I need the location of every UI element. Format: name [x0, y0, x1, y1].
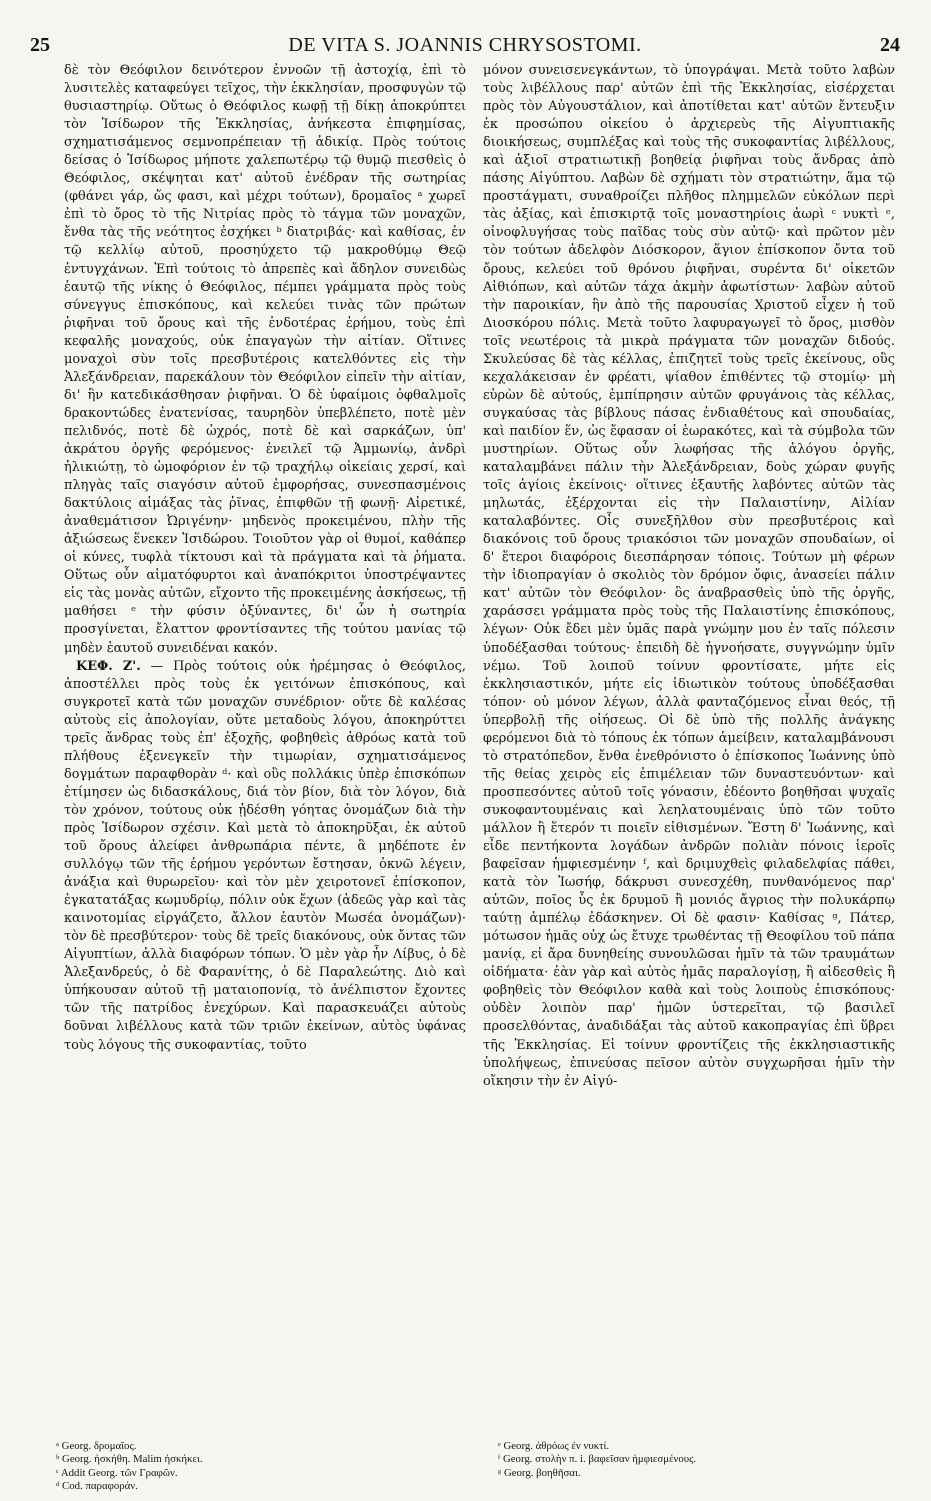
page-header [30, 34, 900, 56]
chapter-heading: ΚΕΦ. Ζ'. [76, 658, 141, 674]
left-column [64, 62, 466, 1442]
running-title: DE VITA S. JOANNIS CHRYSOSTOMI. [288, 34, 642, 56]
footnote: ᶜ Addit Georg. τῶν Γραφῶν. [56, 1466, 178, 1479]
chapter-7-text: — Πρὸς τούτοις οὐκ ἠρέμησας ὁ Θεόφιλος, ἀποστέλλει πρὸς τοὺς ἐκ γειτόνων ἐπισκόπους, καὶ συγκροτεῖ κατὰ τῶν μοναχῶν συνέδριον· οὔτε δὲ καλέσας αὐτοὺς εἰς ἀπολογίαν, οὔτε μεταδοὺς λόγου, ἀποκηρύττει τρεῖς ἄνδρας τοὺς ἐπ' ἐξοχῆς, φοβηθεὶς ἀθρόως κατὰ τοῦ πλήθους ἐξενεγκεῖν τὴν τιμωρίαν, σχηματισάμενος δογμάτων παραφθορὰν ᵈ· καὶ οὓς πολλάκις ὑπὲρ ἐπισκόπων ἐτίμησεν ὡς διδασκάλους, διά τὸν βίον, διὰ τὸν λόγον, διὰ τὸν χρόνον, τούτους οὐκ ᾐδέσθη γόητας ὀνομάζων διὰ τὴν πρὸς Ἰσίδωρον σχέσιν. Καὶ μετὰ τὸ ἀποκηρῦξαι, ἐκ αὐτοῦ τοῦ ὄρους ἀλείφει ἀνθρωπάρια πέντε, ἃ μηδέποτε ἐν συλλόγῳ τῶν τῆς ἐρήμου γερόντων ἔστησαν, ὀκνῶ λέγειν, ἀνάξια καὶ θυρωρεῖου· καὶ τὸν μὲν χειροτονεῖ ἐπίσκοπον, ἐγκατατάξας κωμυδρίῳ, πόλιν οὐκ ἔχων (ἀδεῶς γὰρ καὶ τὰς καινοτομίας εἰργάζετο, ἄλλον ἑαυτὸν Μωσέα ὀνομάζων)· τὸν δὲ πρεσβύτερον· τοὺς δὲ τρεῖς διακόνους, οὐκ ὄντας τῶν Αἰγυπτίων, ἀλλὰ διαφόρων τόπων. Ὁ μὲν γὰρ ἦν Λίβυς, ὁ δὲ Ἀλεξανδρεύς, ὁ δὲ Φαρανίτης, ὁ δὲ Παραλεώτης. Διὸ καὶ ὑπήκουσαν αὐτοῦ τῇ ματαιοπονίᾳ, τὸ ἀνέλπιστον ἔχοντες τῶν τῆς πατρίδος ἐνεχύρων. Καὶ παρασκευάζει αὐτοὺς δοῦναι λιβέλλους κατὰ τῶν τριῶν ἐκείνων, αὐτὸς ὑφάνας τοὺς λόγους τῆς συκοφαντίας, τοῦτο [64, 658, 466, 1053]
footnotes-left [56, 1440, 456, 1501]
footnote: ᵇ Georg. ἠσκήθη. Malim ἠσκήκει. [56, 1453, 203, 1466]
footnote: ᵈ Cod. παραφοράν. [56, 1480, 138, 1493]
footnotes-right [498, 1440, 898, 1501]
page-number-left: 25 [30, 34, 50, 56]
footnote: ᵍ Georg. βοηθῆσαι. [498, 1466, 581, 1479]
chapter-7-paragraph [64, 658, 466, 1055]
page-number-right: 24 [880, 34, 900, 56]
right-paragraph-1: μόνον συνεισενεγκάντων, τὸ ὑπογράψαι. Μετὰ τοῦτο λαβὼν τοὺς λιβέλλους παρ' αὐτῶν ἐπὶ τῆς Ἐκκλησίας, εἰσέρχεται πρὸς τὸν Αὐγουστάλιον, καὶ ἀποτίθεται κατ' αὐτῶν ἔντευξιν ἐκ προσώπου οἰκείου ὁ ἀρχιερεὺς τῆς Αἰγυπτιακῆς διοικήσεως, συμπλέξας καὶ τοὺς τῆς συκοφαντίας λιβέλλους, καὶ ἀξιοῖ στρατιωτικῇ βοηθείᾳ ῥιφῆναι τοὺς ἄνδρας ἀπὸ πάσης Αἰγύπτου. Λαβὼν δὲ σχήματι τὸν στρατιώτην, ἅμα τῷ προστάγματι, συναθροίζει πλῆθος πλημμελῶν εὐκόλων περὶ τὰς ἀξίας, καὶ ἐπισκιρτᾷ τοῖς μοναστηρίοις ἀωρὶ ᶜ νυκτὶ ᵉ, οἰνοφλυγήσας τοὺς παῖδας τοὺς σὺν αὐτῷ· καὶ πρῶτον μὲν τὸν τούτων ἀδελφὸν Διόσκορον, ἅγιον ἐπίσκοπον ὄντα τοῦ ὄρους, κελεύει τοῦ θρόνου ῥιφῆναι, συρέντα δι' οἰκετῶν Αἰθιόπων, καὶ αὐτῶν τάχα ἀκμὴν ἀφωτίστων· λαβὼν αὐτοῦ τὴν παροικίαν, ἣν ἀπὸ τῆς παρουσίας Χριστοῦ εἶχεν ἡ τοῦ Διοσκόρου πόλις. Μετὰ τοῦτο λαφυραγωγεῖ τὸ ὄρος, μισθὸν τοῖς νεωτέροις τὰ μικρὰ πράγματα τῶν μοναχῶν διδούς. Σκυλεύσας δὲ τὰς κέλλας, ἐπιζητεῖ τοὺς τρεῖς ἐκείνους, οὓς κεχαλάκεισαν ἐν φρέατι, ψίαθον ἐπιθέντες τῷ στομίῳ· μὴ εὑρὼν δὲ αὐτούς, ἐμπίπρησιν αὐτῶν φρυγάνοις τὰς κέλλας, συγκαύσας τὰς βίβλους πάσας ἐνδιαθέτους καὶ σπουδαίας, καὶ παιδίον ἕν, ὡς ἔφασαν οἱ ἑωρακότες, καὶ τὰ σύμβολα τῶν μυστηρίων. Οὕτως οὖν λωφήσας τῆς ἀλόγου ὀργῆς, καταλαμβάνει πάλιν τὴν Ἀλεξάνδρειαν, δοὺς χώραν φυγῆς τοῖς ἁγίοις ἐκείνοις· οἵτινες ἐξαυτῆς λαβόντες αὐτῶν τὰς μηλωτάς, ἐξέρχονται εἰς τὴν Παλαιστίνην, Αἰλίαν καταλαβόντες. Οἷς συνεξῆλθον σὺν πρεσβυτέροις καὶ διακόνοις τοῦ ὄρους τριακόσιοι τῶν μοναχῶν σπουδαίων, οἱ δ' ἕτεροι διαφόροις διεσπάρησαν τόποις. Τούτων μὴ φέρων τὴν ἰδιοπραγίαν ὁ σκολιὸς τὸν δρόμον ὄφις, ἀνασείει πάλιν κατ' αὐτῶν τὸν Θεόφιλον· ὃς ἀναβρασθεὶς ὑπὸ τῆς ὀργῆς, χαράσσει γράμματα πρὸς τοὺς τῆς Παλαιστίνης ἐπισκόπους, λέγων· Οὐκ ἔδει μὲν ὑμᾶς παρὰ γνώμην μου ἐν ταῖς πόλεσιν ὑποδέξασθαι τούτους· ἐπειδὴ δὲ ἠγνοήσατε, συγγνώμην ὑμῖν νέμω. Τοῦ λοιποῦ τοίνυν φροντίσατε, μήτε εἰς ἐκκλησιαστικόν, μήτε εἰς ἰδιωτικὸν τούτους ὑποδέξασθαι τόπον· οὐ μόνον λέγων, ἀλλὰ φανταζόμενος εἶναι θεός, τῇ ὑπερβολῇ τῆς οἰήσεως. Οἱ δὲ ὑπὸ τῆς πολλῆς ἀνάγκης φερόμενοι διὰ τὸ τόπους ἐκ τόπων ἀμείβειν, καταλαμβάνουσι τὸ στρατόπεδον, ἔνθα ἐνεθρόνιστο ὁ ἐπίσκοπος Ἰωάννης ὑπὸ τῆς θείας χειρὸς εἰς ἐπιμέλειαν τῶν δυναστευόντων· καὶ προσπεσόντες αὐτοῦ τοῖς γόνασιν, ἐδέοντο βοηθῆσαι ψυχαῖς συκοφαντουμέναις καὶ λεηλατουμέναις ὑπὸ τῶν τοῦτο μάλλον ἢ ἕτερόν τι ποιεῖν εἰθισμένων. Ἔστη δ' Ἰωάννης, καὶ εἶδε πεντήκοντα λογάδων ἀνδρῶν πολιὰν πόνοις ἱεροῖς βαφεῖσαν ἡμφιεσμένην ᶠ, καὶ δριμυχθεὶς φιλαδελφίας πάθει, κατὰ τὸν Ἰωσήφ, δάκρυσι συνεσχέθη, πυνθανόμενος παρ' αὐτῶν, ποῖος ὗς ἐκ δρυμοῦ ἢ μονιός ἄγριος τὴν πολυκάρπῳ ταύτῃ ἀμπέλῳ ἐδάσκηνεν. Οἱ δὲ φασιν· Καθίσας ᵍ, Πάτερ, μότωσον ἡμᾶς οὐχ ὡς ἔτυχε τρωθέντας τῇ Θεοφίλου τοῦ πάπα μανίᾳ, εἰ ἄρα δυνηθείης συνουλῶσαι ἡμῖν τὰ τῶν τραυμάτων οἰδήματα· ἐὰν γὰρ καὶ αὐτὸς ἡμᾶς παραλογίσῃ, ἢ αἰδεσθεὶς ἢ φοβηθεὶς τὸν Θεόφιλον καθὰ καὶ τοὺς λοιποὺς ἐπισκόπους· οὐδὲν λοιπὸν παρ' ἡμῶν ὑστερεῖται, τῷ βασιλεῖ προσελθόντας, ἀναδιδάξαι τὰς αὐτοῦ κακοπραγίας ἐπὶ ὕβρει τῆς Ἐκκλησίας. Εἰ τοίνυν φροντίζεις τῆς ἐκκλησιαστικῆς ὑπολήψεως, ἐπινεύσας πεῖσον αὐτὸν συγχωρῆσαι ἡμῖν τὴν οἴκησιν τὴν ἐν Αἰγύ- [483, 63, 895, 1089]
left-paragraph-1: δὲ τὸν Θεόφιλον δεινότερον ἐννοῶν τῇ ἀστοχίᾳ, ἐπὶ τὸ λυσιτελὲς καταφεύγει τεῖχος, τὴν ἐκκλησίαν, προσφυγὼν τῷ θυσιαστηρίῳ. Οὕτως ὁ Θεόφιλος κωφῇ τῇ δίκῃ ἀποκρύπτει τὸν Ἰσίδωρον τῆς Ἐκκλησίας, ἀνήκεστα ἐπιφημίσας, σχηματισάμενος σεμνοπρέπειαν τῇ ἀδικίᾳ. Πρὸς τούτοις δείσας ὁ Ἰσίδωρος μήποτε χαλεπωτέρῳ τῷ θυμῷ πιεσθεὶς ὁ Θεόφιλος, σκέψηται κατ' αὐτοῦ ἐνέδραν τῆς σωτηρίας (φθάνει γάρ, ὥς φασι, καὶ μέχρι τούτων), δρομαῖος ᵃ χωρεῖ ἐπὶ τὸ ὄρος τὸ τῆς Νιτρίας πρὸς τὸ τάγμα τῶν μοναχῶν, ἔνθα τὰς τῆς νεότητος ἐσχήκει ᵇ διατριβάς· καὶ καθίσας, ἐν τῷ κελλίῳ αὐτοῦ, προσηύχετο τῷ μακροθύμῳ Θεῷ ἐντυγχάνων. Ἐπὶ τούτοις τὸ ἀπρεπὲς καὶ ἄδηλον συνειδὼς ἑαυτῷ τῆς νίκης ὁ Θεόφιλος, πέμπει γράμματα πρὸς τοὺς σύνεγγυς ἐπισκόπους, καὶ κελεύει τινὰς τῶν πρώτων ῥιφῆναι τοῦ ὄρους καὶ τῆς ἐνδοτέρας ἐρήμου, τοὺς ἐπὶ κεφαλῆς μοναχούς, οὐκ ἐπαγαγὼν τὴν αἰτίαν. Οἵτινες μοναχοὶ σὺν τοῖς πρεσβυτέροις κατελθόντες εἰς τὴν Ἀλεξάνδρειαν, παρεκάλουν τὸν Θεόφιλον εἰπεῖν τὴν αἰτίαν, δι' ἣν κατεδικάσθησαν ῥιφῆναι. Ὁ δὲ ὑφαίμοις ὀφθαλμοῖς δρακοντώδες ἐνατενίσας, ταυρηδὸν ὑπεβλέπετο, ποτὲ μὲν πελιδνός, ποτὲ δὲ ὠχρός, ποτὲ δὲ καὶ σαρκάζων, ὑπ' ἀκράτου ὀργῆς φερόμενος· ἐνειλεῖ τῷ Ἀμμωνίῳ, ἀνδρὶ ἡλικιώτῃ, τὸ ὠμοφόριον ἐν τῷ τραχήλῳ οἰκείαις χερσί, καὶ πληγὰς ταῖς σιαγόσιν αὐτοῦ ἐμφορήσας, συνεσπασμένοις δακτύλοις αἱμάξας τὰς ῥῖνας, ἐπιφθῶν τῇ φωνῇ· Αἱρετικέ, ἀναθεμάτισον Ὠριγένην· μηδενὸς προκειμένου, πλὴν τῆς ἀξιώσεως ἕνεκεν Ἰσιδώρου. Τοιοῦτον γὰρ οἱ θυμοί, καθάπερ οἱ κύνες, τυφλὰ τίκτουσι καὶ τὰ πράγματα καὶ τὰ ῥήματα. Οὕτως οὖν αἱματόφυρτοι καὶ ἀναπόκριτοι ὑποστρέψαντες εἰς τὰς μονὰς αὐτῶν, εἴχοντο τῆς προκειμένης ἀσκήσεως, τῇ μαθήσει ᵉ τὴν φύσιν ὀξύναντες, δι' ὧν ἡ σωτηρία προσγίνεται, ἔλαττον φροντίσαντες τῆς τούτου μανίας τῷ μηδὲν ἑαυτοῦ συνειδέναι κακόν. [64, 63, 466, 656]
footnote: ᵉ Georg. ἀθρόως ἐν νυκτί. [498, 1440, 610, 1452]
footnote: ᵃ Georg. δρομαῖος. [56, 1440, 137, 1452]
right-column [483, 62, 895, 1442]
footnote: ᶠ Georg. στολὴν π. i. βαφεῖσαν ἡμφιεσμένους. [498, 1453, 697, 1466]
